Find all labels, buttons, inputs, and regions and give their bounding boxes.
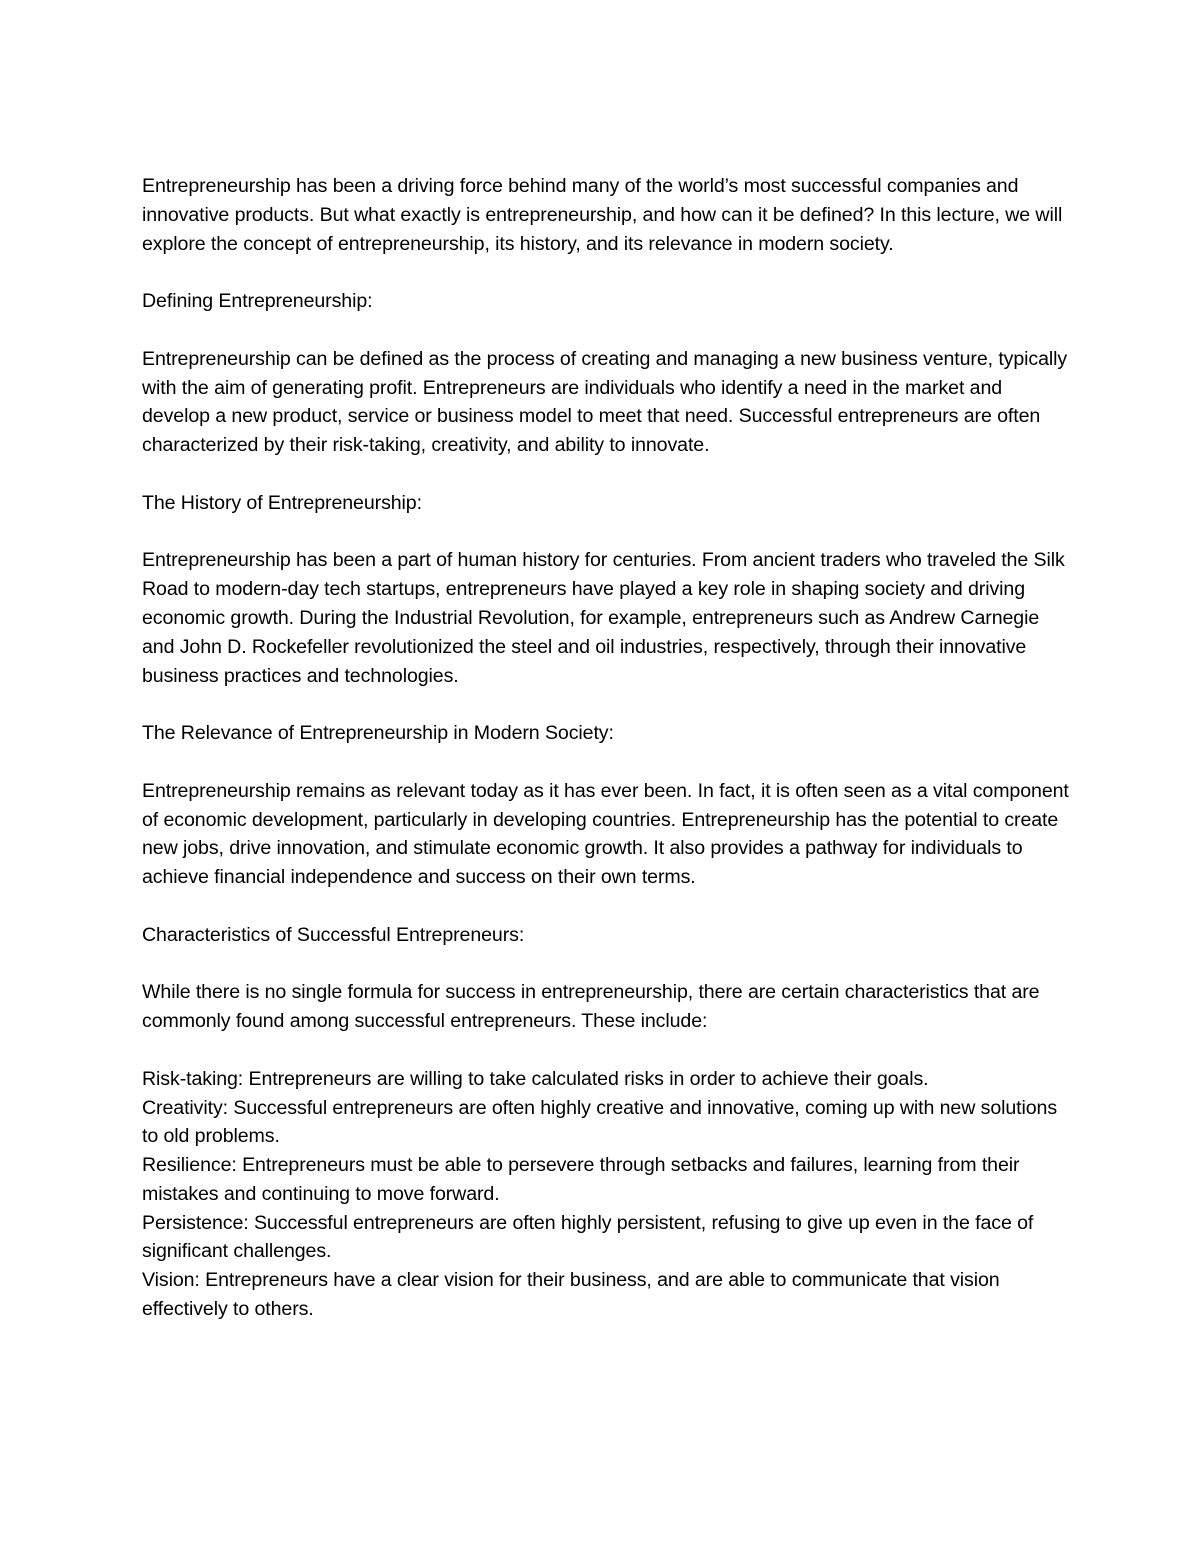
section-body-relevance: Entrepreneurship remains as relevant today as it has ever been. In fact, it is often seen as a vital component of economic development, particularly in developing countries. Entrepreneurship has the potential to create new jobs, drive innovation, and stimulate economic growth. It also provides a pathway for individuals to achieve financial independence and success on their own terms. [142, 779, 1069, 889]
section-heading-characteristics: Characteristics of Successful Entrepreneurs: [142, 923, 525, 946]
section-body-defining: Entrepreneurship can be defined as the process of creating and managing a new business venture, typically with the aim of generating profit. Entrepreneurs are individuals who identify a need in the market and develop a new product, service or business model to meet that need. Successful entrepreneurs are often characterized by their risk-taking, creativity, and ability to innovate. [142, 347, 1068, 457]
section-heading-history: The History of Entrepreneurship: [142, 491, 422, 514]
document-body [142, 172, 1072, 1324]
intro-paragraph: Entrepreneurship has been a driving force behind many of the world’s most successful companies and innovative products. But what exactly is entrepreneurship, and how can it be defined? In this lecture, we will explore the concept of entrepreneurship, its history, and its relevance in modern society. [142, 175, 1063, 255]
list-item-vision: Vision: Entrepreneurs have a clear vision for their business, and are able to communicate that vision effectively to others. [142, 1269, 1000, 1321]
section-heading-relevance: The Relevance of Entrepreneurship in Modern Society: [142, 722, 614, 745]
section-body-history: Entrepreneurship has been a part of human history for centuries. From ancient traders who traveled the Silk Road to modern-day tech startups, entrepreneurs have played a key role in shaping society and driving economic growth. During the Industrial Revolution, for example, entrepreneurs such as Andrew Carnegie and John D. Rockefeller revolutionized the steel and oil industries, respectively, through their innovative business practices and technologies. [142, 549, 1065, 687]
list-item-persistence: Persistence: Successful entrepreneurs are often highly persistent, refusing to give up even in the face of significant challenges. [142, 1211, 1034, 1263]
list-item-risk-taking: Risk-taking: Entrepreneurs are willing to take calculated risks in order to achieve their goals. [142, 1067, 929, 1090]
section-body-characteristics: While there is no single formula for success in entrepreneurship, there are certain characteristics that are commonly found among successful entrepreneurs. These include: [142, 981, 1040, 1033]
list-item-resilience: Resilience: Entrepreneurs must be able to persevere through setbacks and failures, learning from their mistakes and continuing to move forward. [142, 1154, 1020, 1205]
list-item-creativity: Creativity: Successful entrepreneurs are often highly creative and innovative, coming up with new solutions to old problems. [142, 1096, 1058, 1148]
section-heading-defining: Defining Entrepreneurship: [142, 290, 373, 313]
characteristics-list [142, 1065, 1072, 1324]
